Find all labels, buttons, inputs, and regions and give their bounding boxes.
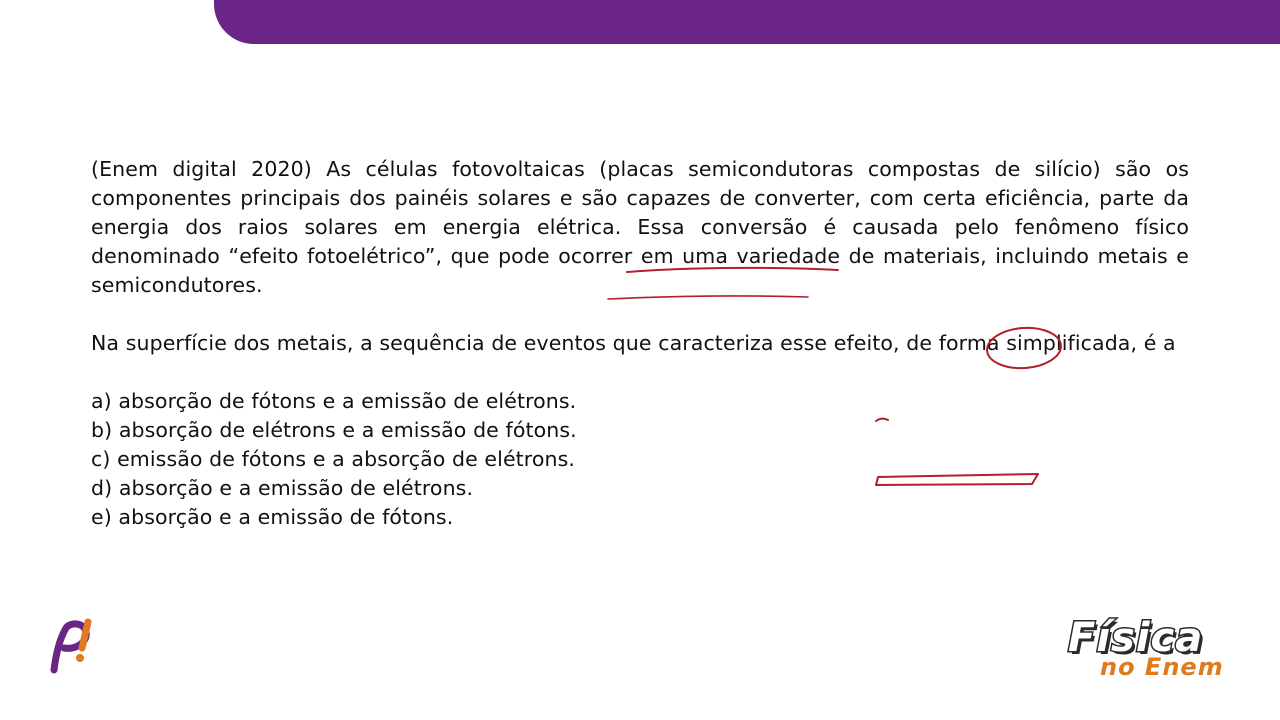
logo-no-enem-text: no Enem	[1100, 653, 1224, 681]
logo-fisica-text: Física	[1068, 615, 1204, 661]
question-block	[91, 155, 1189, 532]
p-logo	[40, 616, 100, 676]
answer-options	[91, 387, 1189, 532]
option-d: d) absorção e a emissão de elétrons.	[91, 476, 474, 500]
option-e: e) absorção e a emissão de fótons.	[91, 505, 454, 529]
option-c: c) emissão de fótons e a absorção de elétrons.	[91, 447, 575, 471]
question-prompt: Na superfície dos metais, a sequência de eventos que caracteriza esse efeito, de forma simplificada, é a	[91, 331, 1176, 355]
option-b: b) absorção de elétrons e a emissão de fótons.	[91, 418, 577, 442]
top-banner	[214, 0, 1280, 44]
fisica-no-enem-logo	[1062, 612, 1242, 692]
question-statement: (Enem digital 2020) As células fotovoltaicas (placas semicondutoras compostas de silício) são os componentes principais dos painéis solares e são capazes de converter, com certa eficiência, parte da energia dos raios solares em energia elétrica. Essa conversão é causada pelo fenômeno físico denominado “efeito fotoelétrico”, que pode ocorrer em uma variedade de materiais, incluindo metais e semicondutores.	[91, 157, 1189, 297]
option-a: a) absorção de fótons e a emissão de elétrons.	[91, 389, 577, 413]
